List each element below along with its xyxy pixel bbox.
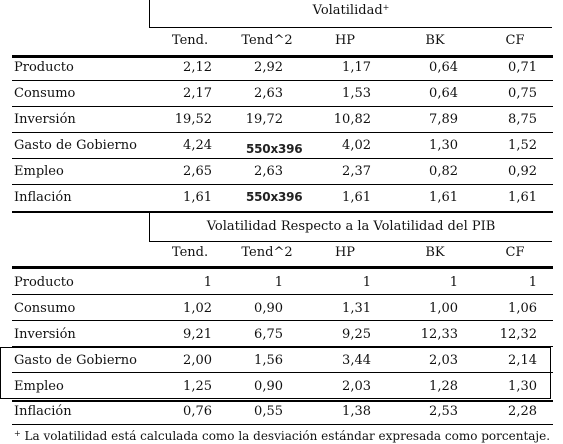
- s2-cell: 12,33: [420, 327, 458, 342]
- s2-cell: 1,56: [254, 353, 283, 368]
- s1-row-rule: [12, 132, 553, 133]
- s1-cell: 1,61: [183, 190, 212, 205]
- s2-col-tend2: Tend^2: [241, 245, 293, 260]
- s2-cell: 12,32: [499, 327, 537, 342]
- s1-cell: 10,82: [333, 112, 371, 127]
- s2-bottom-rule: [12, 424, 553, 425]
- s2-col-hp: HP: [334, 245, 356, 260]
- s2-cell: 1,30: [508, 379, 537, 394]
- s2-cell: 2,00: [183, 353, 212, 368]
- s2-cell: 2,53: [429, 404, 458, 419]
- s2-row-rule: [12, 320, 553, 321]
- s2-cell: 0,76: [183, 404, 212, 419]
- s1-cell: 1,61: [429, 190, 458, 205]
- s2-cell: 9,21: [183, 327, 212, 342]
- s2-cell: 9,25: [342, 327, 371, 342]
- s2-row-label: Gasto de Gobierno: [14, 353, 137, 368]
- s2-row-label: Inversión: [14, 327, 76, 342]
- s1-bottom-rule: [12, 211, 553, 213]
- s1-cell: 2,17: [183, 86, 212, 101]
- s1-row-label: Consumo: [14, 86, 76, 101]
- s2-cell: 0,90: [254, 379, 283, 394]
- s2-row-rule: [12, 294, 553, 295]
- s2-cell: 2,28: [508, 404, 537, 419]
- s1-col-tend2: Tend^2: [241, 33, 293, 48]
- s2-cell: 1: [528, 275, 537, 290]
- s1-cell: 1,52: [508, 138, 537, 153]
- s2-cell: 1,31: [342, 301, 371, 316]
- s1-cell: 1,61: [342, 190, 371, 205]
- s2-cell: 0,90: [254, 301, 283, 316]
- s2-cell: 1: [449, 275, 458, 290]
- s2-row-label: Empleo: [14, 379, 64, 394]
- s2-cell: 1: [203, 275, 212, 290]
- s2-cell: 1,25: [183, 379, 212, 394]
- s1-cell: 0,75: [508, 86, 537, 101]
- s1-cell: 1,30: [429, 138, 458, 153]
- s1-cell: 1,61: [508, 190, 537, 205]
- s2-cell: 1,28: [429, 379, 458, 394]
- s1-cell: 0,92: [508, 164, 537, 179]
- footnote-marker: +: [14, 429, 21, 438]
- s2-cell: 1,00: [429, 301, 458, 316]
- s1-row-label: Empleo: [14, 164, 64, 179]
- s1-cell: 0,64: [429, 86, 458, 101]
- s2-cell: 1: [362, 275, 371, 290]
- s1-cell: 19,72: [245, 112, 283, 127]
- s2-row-label: Inflación: [14, 404, 72, 419]
- s2-col-bk: BK: [425, 245, 445, 260]
- s1-cell: 0,64: [429, 60, 458, 75]
- s2-cell: 0,55: [254, 404, 283, 419]
- s2-cell: 2,03: [342, 379, 371, 394]
- s1-cell: 2,63: [254, 86, 283, 101]
- s2-cell: 6,75: [254, 327, 283, 342]
- s1-cell: 7,89: [429, 112, 458, 127]
- s1-cell: 2,92: [254, 60, 283, 75]
- section1-title-text: Volatilidad: [312, 3, 383, 18]
- s2-col-tend: Tend.: [171, 245, 209, 260]
- footnote: [14, 429, 550, 444]
- s2-cell: 2,03: [429, 353, 458, 368]
- s2-row-label: Consumo: [14, 301, 76, 316]
- s2-cell: 1,06: [508, 301, 537, 316]
- s2-cell: 1,02: [183, 301, 212, 316]
- s1-cell: 19,52: [174, 112, 212, 127]
- s2-cell: 3,44: [342, 353, 371, 368]
- section1-title-underline: [149, 27, 552, 28]
- s1-row-rule: [12, 158, 553, 159]
- footnote-text: La volatilidad está calculada como la desviación estándar expresada como porcentaje.: [20, 429, 551, 443]
- s1-cell: 1,53: [342, 86, 371, 101]
- s1-col-tend: Tend.: [171, 33, 209, 48]
- s2-cell: 1: [274, 275, 283, 290]
- s1-col-hp: HP: [334, 33, 356, 48]
- section1-title-superscript: +: [382, 3, 390, 12]
- s1-cell: 1,17: [342, 60, 371, 75]
- s1-row-label: Producto: [14, 60, 74, 75]
- s2-cell: 2,14: [508, 353, 537, 368]
- s1-cell: 2,63: [254, 164, 283, 179]
- s1-col-cf: CF: [505, 33, 525, 48]
- s1-cell: 8,75: [508, 112, 537, 127]
- section2-title-underline: [149, 241, 552, 242]
- dimension-overlay-label: 550x396: [246, 142, 303, 156]
- section2-title: Volatilidad Respecto a la Volatilidad del PIB: [206, 219, 496, 234]
- s2-row-rule: [12, 372, 553, 373]
- s2-col-cf: CF: [505, 245, 525, 260]
- s2-row-rule-double: [12, 400, 553, 402]
- s1-col-bk: BK: [425, 33, 445, 48]
- s2-cell: 1,38: [342, 404, 371, 419]
- s1-row-label: Inversión: [14, 112, 76, 127]
- s1-row-label: Gasto de Gobierno: [14, 138, 137, 153]
- s1-row-rule: [12, 80, 553, 81]
- dimension-overlay-label: 550x396: [246, 190, 303, 204]
- s1-cell: 2,65: [183, 164, 212, 179]
- s1-cell: 2,12: [183, 60, 212, 75]
- s1-row-label: Inflación: [14, 190, 72, 205]
- s1-header-thick-rule: [12, 55, 553, 58]
- s2-row-label: Producto: [14, 275, 74, 290]
- s1-cell: 4,24: [183, 138, 212, 153]
- s1-cell: 2,37: [342, 164, 371, 179]
- s2-header-thick-rule: [12, 266, 553, 269]
- s1-cell: 0,71: [508, 60, 537, 75]
- s1-row-rule: [12, 184, 553, 185]
- s1-cell: 4,02: [342, 138, 371, 153]
- s1-row-rule: [12, 106, 553, 107]
- s1-cell: 0,82: [429, 164, 458, 179]
- section1-title: [150, 3, 552, 19]
